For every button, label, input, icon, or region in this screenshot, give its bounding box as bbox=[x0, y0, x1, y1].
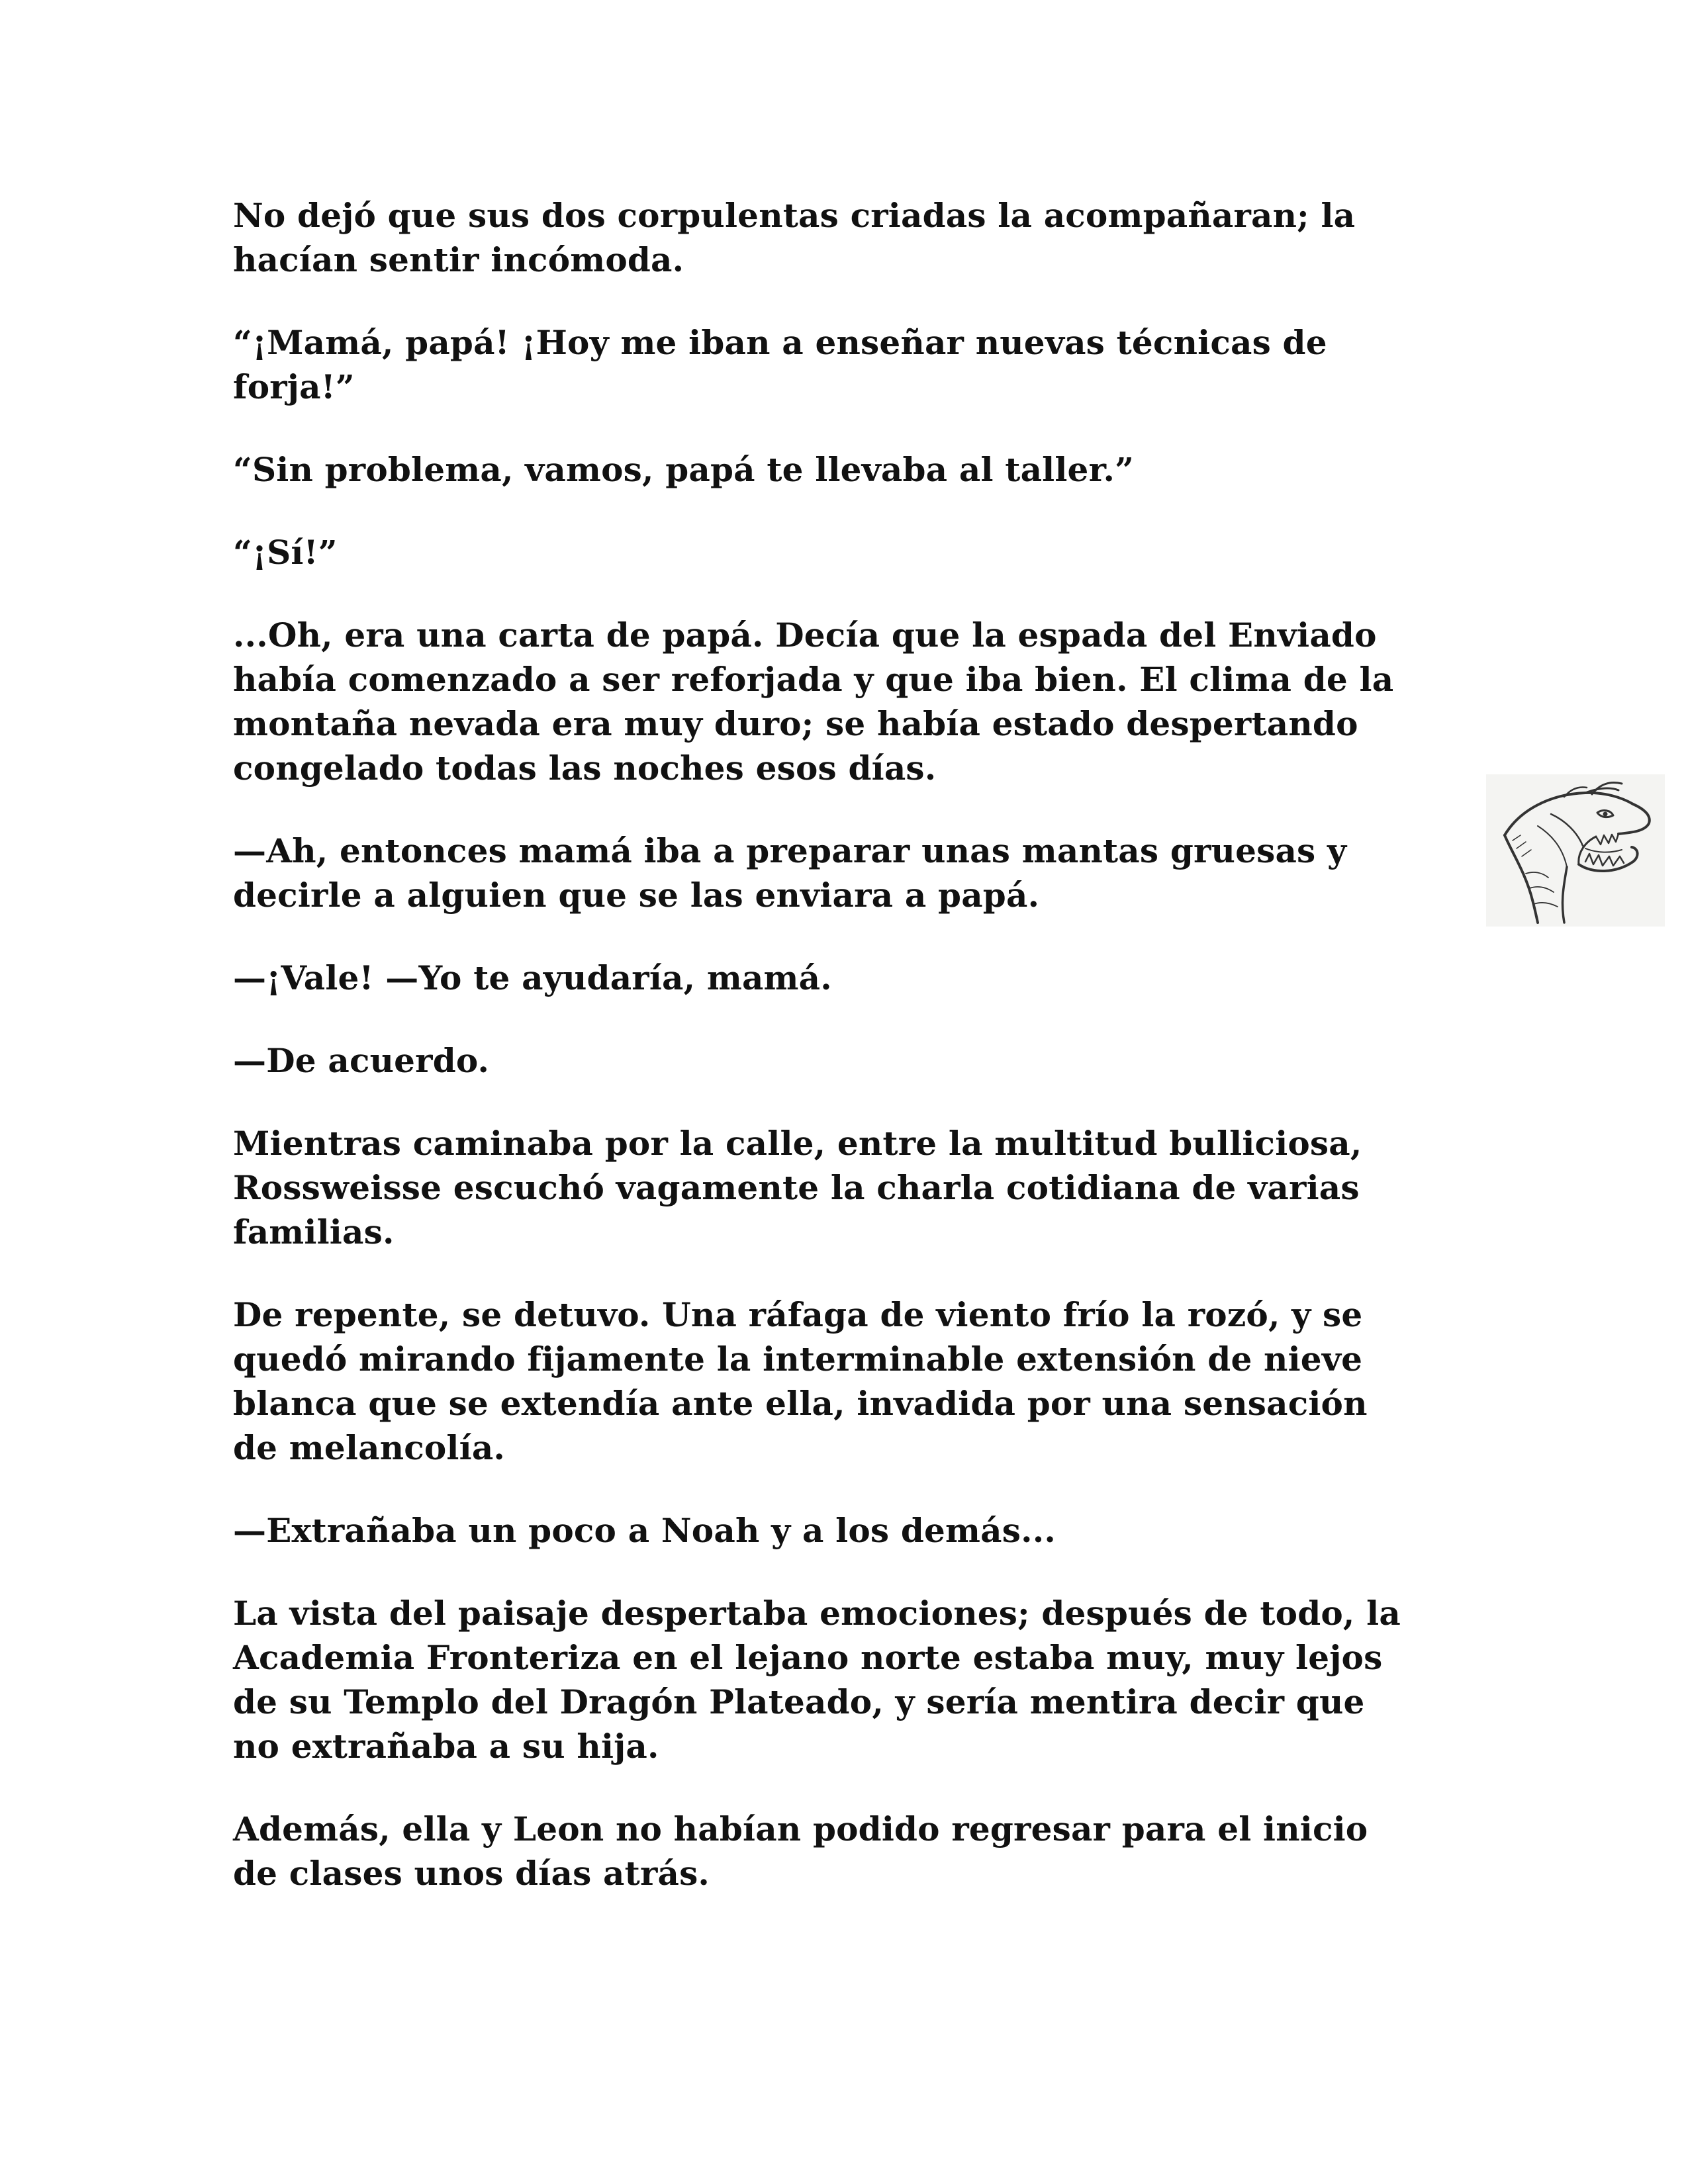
paragraph: La vista del paisaje despertaba emociones; después de todo, la Academia Fronteriza en el lejano norte estaba muy, muy lejos de su Templo del Dragón Plateado, y sería mentira decir que no extrañaba a su hija. bbox=[233, 1594, 1401, 1766]
paragraph: —Extrañaba un poco a Noah y a los demás... bbox=[233, 1511, 1056, 1550]
paragraph: De repente, se detuvo. Una ráfaga de viento frío la rozó, y se quedó mirando fijamente la interminable extensión de nieve blanca que se extendía ante ella, invadida por una sensación de melancolía. bbox=[233, 1295, 1368, 1467]
paragraph: “¡Mamá, papá! ¡Hoy me iban a enseñar nuevas técnicas de forja!” bbox=[233, 323, 1327, 406]
paragraph: “¡Sí!” bbox=[233, 533, 338, 572]
paragraph: ...Oh, era una carta de papá. Decía que la espada del Enviado había comenzado a ser reforjada y que iba bien. El clima de la montaña nevada era muy duro; se había estado despertando congelado todas las noches esos días. bbox=[233, 615, 1394, 788]
paragraph: Mientras caminaba por la calle, entre la multitud bulliciosa, Rossweisse escuchó vagamente la charla cotidiana de varias familias. bbox=[233, 1124, 1362, 1251]
text-column bbox=[233, 193, 1477, 1934]
paragraph: —Ah, entonces mamá iba a preparar unas mantas gruesas y decirle a alguien que se las enviara a papá. bbox=[233, 831, 1347, 915]
paragraph: —De acuerdo. bbox=[233, 1041, 490, 1080]
paragraph: —¡Vale! —Yo te ayudaría, mamá. bbox=[233, 958, 832, 997]
paragraph: “Sin problema, vamos, papá te llevaba al taller.” bbox=[233, 450, 1135, 489]
dragon-head-sketch-icon bbox=[1486, 774, 1665, 927]
paragraph: No dejó que sus dos corpulentas criadas la acompañaran; la hacían sentir incómoda. bbox=[233, 196, 1356, 279]
paragraph: Además, ella y Leon no habían podido regresar para el inicio de clases unos días atrás. bbox=[233, 1809, 1368, 1893]
